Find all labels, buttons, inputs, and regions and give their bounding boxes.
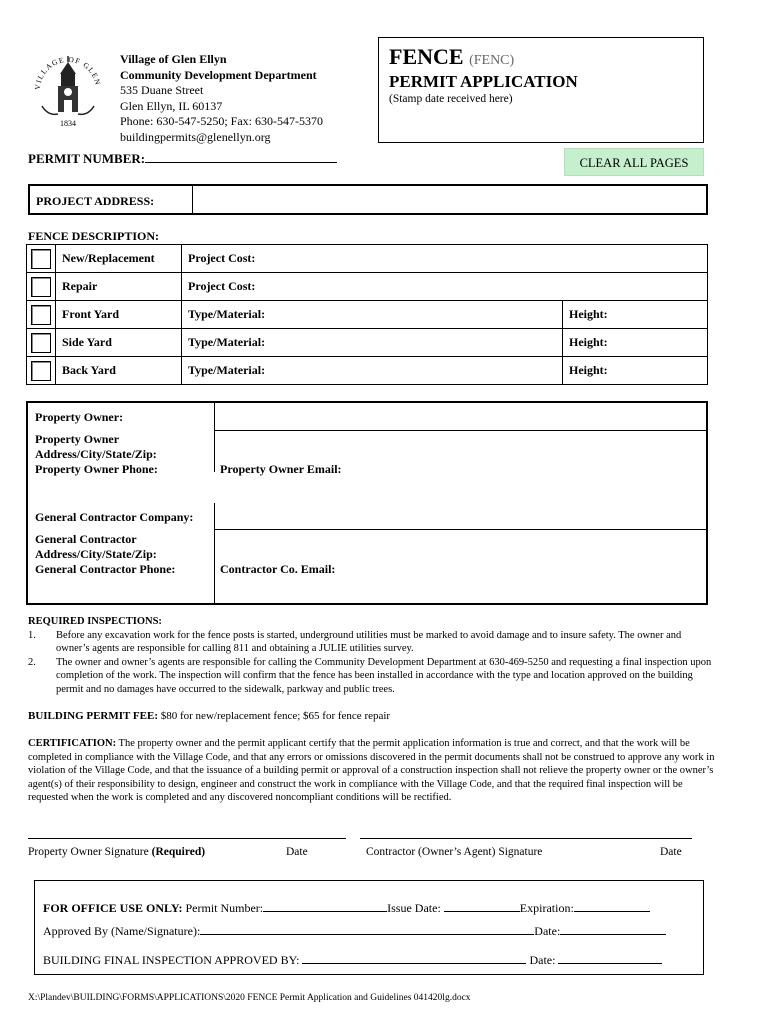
office-label: FOR OFFICE USE ONLY: (43, 901, 183, 915)
city-state-zip: Glen Ellyn, IL 60137 (120, 98, 223, 113)
inspection-item (28, 656, 716, 697)
contractor-label: General Contractor Company: (35, 510, 194, 524)
fence-row-field[interactable]: Type/Material: (182, 357, 563, 385)
svg-text:VILLAGE OF GLEN ELLYN: VILLAGE OF GLEN (32, 54, 103, 91)
fence-row-checkbox[interactable] (31, 249, 51, 269)
street-address: 535 Duane Street (120, 83, 204, 97)
certification (28, 737, 716, 805)
fence-row-height[interactable]: Height: (563, 357, 708, 385)
expiration-label: Expiration: (519, 901, 574, 915)
file-path-footer: X:\Plandev\BUILDING\FORMS\APPLICATIONS\2020 FENCE Permit Application and Guidelines 041420lg.docx (28, 993, 471, 1003)
office-row-permit (43, 900, 650, 916)
approved-date-field[interactable] (560, 923, 666, 935)
certification-text: The property owner and the permit applicant certify that the permit application information is true and correct, and that the work will be completed in compliance with the Village Code, and that any errors or omissions discovered in the permit documents shall not be construed to approve any work in violation of the Village Code, and that the issuance of a building permit or approval of a construction inspection shall not relieve the property owner or the owner’s agent(s) of their responsibility to design, engineer and construct the work in compliance with the Village Code, and that the required final inspection will be requested when the work is completed and any discovered noncompliant conditions will be rectified. (28, 738, 715, 803)
approved-by-label: Approved By (Name/Signature): (43, 924, 201, 938)
inspection-item (28, 629, 716, 656)
fence-row-checkbox-cell (27, 357, 56, 385)
form-subtitle: PERMIT APPLICATION (389, 72, 578, 91)
divider (214, 403, 215, 472)
project-address-row (28, 184, 708, 215)
fence-row-field[interactable]: Project Cost: (182, 273, 708, 301)
agency-info (120, 52, 323, 145)
approved-by-field[interactable] (200, 923, 534, 935)
final-date-field[interactable] (558, 952, 662, 964)
item-text: Before any excavation work for the fence posts is started, underground utilities must be marked to avoid damage and to insure safety. The owner and owner’s agents are responsible for calling 811 and obtaining a JULIE utilities survey. (56, 629, 682, 654)
item-number: 1. (28, 629, 36, 641)
required-marker: (Required) (151, 846, 206, 858)
owner-address-label: Property Owner Address/City/State/Zip: (35, 432, 157, 461)
fence-row-checkbox-cell (27, 329, 56, 357)
contractor-signature-label: Contractor (Owner’s Agent) Signature (366, 846, 543, 858)
item-text: The owner and owner’s agents are responsible for calling the Community Development Department at 630-469-5250 and requesting a final inspection upon completion of the work. The inspection will confirm that the fence has been installed in accordance with the type and location approved on the building permit and no damages have occurred to the sidewalk, parkway and public trees. (56, 656, 712, 695)
required-inspections (28, 615, 716, 696)
fence-row (27, 273, 708, 301)
project-address-field[interactable] (194, 188, 704, 211)
form-code: (FENC) (469, 53, 515, 68)
clear-all-pages-button[interactable]: CLEAR ALL PAGES (564, 148, 704, 176)
fence-row-checkbox-cell (27, 273, 56, 301)
owner-email-label: Property Owner Email: (220, 462, 342, 476)
contractor-phone-label: General Contractor Phone: (35, 562, 176, 576)
fence-row (27, 301, 708, 329)
fence-row-checkbox[interactable] (31, 305, 51, 325)
office-permit-label: Permit Number: (182, 901, 264, 915)
owner-signature-line[interactable] (28, 838, 346, 839)
fence-row-label: Front Yard (56, 301, 182, 329)
permit-number-row (28, 150, 337, 167)
certification-label: CERTIFICATION: (28, 738, 117, 749)
issue-date-label: Issue Date: (387, 901, 444, 915)
contact-email: buildingpermits@glenellyn.org (120, 129, 271, 144)
contractor-email-label: Contractor Co. Email: (220, 562, 336, 576)
permit-fee (28, 710, 390, 722)
fence-row-checkbox-cell (27, 245, 56, 273)
fence-row (27, 245, 708, 273)
issue-date-field[interactable] (444, 900, 520, 912)
fence-row-label: Back Yard (56, 357, 182, 385)
owner-contractor-box (26, 401, 708, 605)
fence-description-table (26, 244, 708, 385)
item-number: 2. (28, 656, 36, 668)
title-main: FENCE (389, 44, 464, 69)
fence-row-label: Repair (56, 273, 182, 301)
divider (214, 430, 706, 431)
fence-row-field[interactable]: Type/Material: (182, 301, 563, 329)
divider (214, 529, 706, 530)
fence-row-height[interactable]: Height: (563, 301, 708, 329)
owner-sig-text: Property Owner Signature (28, 846, 152, 858)
title-box (378, 37, 704, 143)
divider (192, 186, 193, 213)
final-inspection-label: BUILDING FINAL INSPECTION APPROVED BY: (43, 953, 303, 967)
fence-row-checkbox[interactable] (31, 277, 51, 297)
fence-row-checkbox-cell (27, 301, 56, 329)
office-row-approved (43, 923, 666, 939)
department-name: Community Development Department (120, 67, 317, 82)
fence-row (27, 357, 708, 385)
fee-text: $80 for new/replacement fence; $65 for fence repair (157, 710, 391, 722)
fence-row-height[interactable]: Height: (563, 329, 708, 357)
contractor-address-label: General Contractor Address/City/State/Zip: (35, 532, 157, 561)
fence-row-field[interactable]: Type/Material: (182, 329, 563, 357)
inspections-title: REQUIRED INSPECTIONS: (28, 616, 162, 627)
office-permit-field[interactable] (263, 900, 387, 912)
owner-phone-label: Property Owner Phone: (35, 462, 158, 476)
office-use-box (34, 880, 704, 975)
village-seal-logo (28, 44, 108, 130)
project-address-label: PROJECT ADDRESS: (36, 194, 155, 208)
fee-label: BUILDING PERMIT FEE: (28, 710, 158, 722)
stamp-note: (Stamp date received here) (389, 93, 513, 105)
phone-fax: Phone: 630-547-5250; Fax: 630-547-5370 (120, 114, 323, 128)
svg-text:1834: 1834 (60, 119, 76, 128)
approved-date-label: Date: (534, 924, 561, 938)
permit-number-field[interactable] (145, 150, 337, 163)
org-name: Village of Glen Ellyn (120, 52, 227, 66)
divider (214, 503, 215, 605)
fence-row-field[interactable]: Project Cost: (182, 245, 708, 273)
owner-signature-label (28, 846, 205, 858)
final-date-label: Date: (526, 953, 559, 967)
fence-row-label: Side Yard (56, 329, 182, 357)
office-row-final (43, 952, 662, 968)
final-inspection-field[interactable] (302, 952, 526, 964)
fence-row-checkbox[interactable] (31, 361, 51, 381)
contractor-signature-line[interactable] (360, 838, 692, 839)
fence-row-checkbox[interactable] (31, 333, 51, 353)
owner-date-label: Date (286, 846, 308, 858)
owner-label: Property Owner: (35, 410, 124, 424)
fence-row (27, 329, 708, 357)
expiration-field[interactable] (574, 900, 650, 912)
permit-number-label: PERMIT NUMBER: (28, 151, 146, 166)
contractor-date-label: Date (660, 846, 682, 858)
fence-row-label: New/Replacement (56, 245, 182, 273)
fence-description-title: FENCE DESCRIPTION: (28, 229, 160, 243)
form-title (389, 44, 514, 70)
